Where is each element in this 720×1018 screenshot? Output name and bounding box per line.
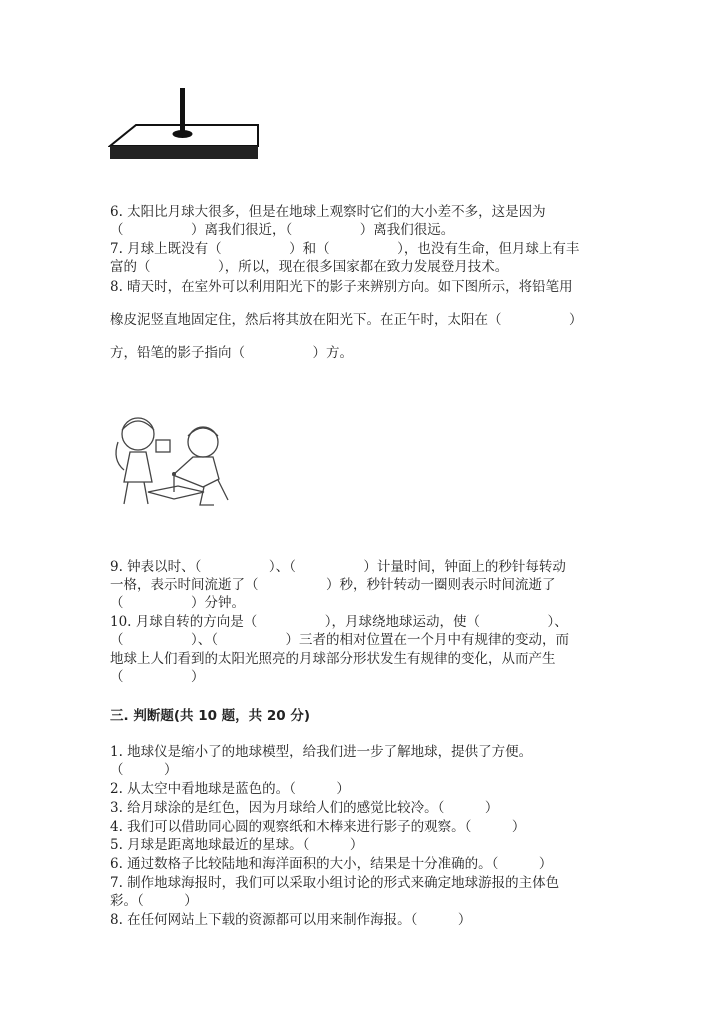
judge-item: 5. 月球是距离地球最近的星球。（ ） <box>110 837 364 853</box>
q10-line-1: 10. 月球自转的方向是（ ），月球绕地球运动，使（ ）、 <box>110 614 568 630</box>
judge-item: 1. 地球仪是缩小了的地球模型，给我们进一步了解地球，提供了方便。 <box>110 744 533 760</box>
q10-line-4: （ ） <box>110 669 205 685</box>
q9-line-3: （ ）分钟。 <box>110 595 245 611</box>
q7-line-2: 富的（ ），所以，现在很多国家都在致力发展登月技术。 <box>110 259 509 275</box>
q9-line-2: 一格，表示时间流逝了（ ）秒，秒针转动一圈则表示时间流逝了 <box>110 577 556 593</box>
q7-line-1: 7. 月球上既没有（ ）和（ ），也没有生命，但月球上有丰 <box>110 241 580 257</box>
judge-item: 2. 从太空中看地球是蓝色的。（ ） <box>110 781 350 797</box>
q9-line-1: 9. 钟表以时、（ ）、（ ）计量时间，钟面上的秒针每转动 <box>110 559 566 575</box>
judge-item: 6. 通过数格子比较陆地和海洋面积的大小，结果是十分准确的。（ ） <box>110 856 553 872</box>
judge-item: 4. 我们可以借助同心圆的观察纸和木棒来进行影子的观察。（ ） <box>110 819 526 835</box>
q10-line-2: （ ）、（ ）三者的相对位置在一个月中有规律的变动，而 <box>110 632 569 648</box>
q6-line-1: 6. 太阳比月球大很多，但是在地球上观察时它们的大小差不多，这是因为 <box>110 204 546 220</box>
judge-item: 7. 制作地球海报时，我们可以采取小组讨论的形式来确定地球游报的主体色 <box>110 875 560 891</box>
judge-item: 3. 给月球涂的是红色，因为月球给人们的感觉比较冷。（ ） <box>110 800 499 816</box>
q8-line-3: 方，铅笔的影子指向（ ）方。 <box>110 345 353 361</box>
children-illustration <box>108 412 238 512</box>
judge-item: （ ） <box>110 762 178 778</box>
pencil-board-figure <box>108 86 260 162</box>
q8-line-2: 橡皮泥竖直地固定住，然后将其放在阳光下。在正午时，太阳在（ ） <box>110 312 583 328</box>
section-heading: 三. 判断题(共 10 题，共 20 分) <box>110 708 311 724</box>
q10-line-3: 地球上人们看到的太阳光照亮的月球部分形状发生有规律的变化，从而产生 <box>110 651 556 667</box>
q6-line-2: （ ）离我们很近，（ ）离我们很远。 <box>110 222 455 238</box>
judge-item: 彩。（ ） <box>110 893 198 909</box>
q8-line-1: 8. 晴天时，在室外可以利用阳光下的影子来辨别方向。如下图所示，将铅笔用 <box>110 279 573 295</box>
judge-item: 8. 在任何网站上下载的资源都可以用来制作海报。（ ） <box>110 912 472 928</box>
